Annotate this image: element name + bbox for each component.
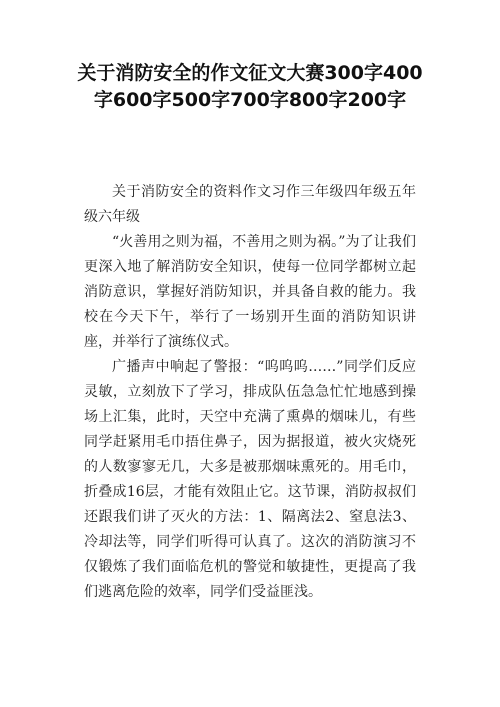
paragraph-subtitle: 关于消防安全的资料作文习作三年级四年级五年级六年级 [84, 184, 416, 225]
document-body [84, 180, 416, 605]
paragraph-drill: 广播声中响起了警报：“呜呜呜……”同学们反应灵敏，立刻放下了学习，排成队伍急急忙忙地感到操场上汇集，此时，天空中充满了熏鼻的烟味儿，有些同学赶紧用毛巾捂住鼻子，因为据报道，被火灾烧死的人数寥寥无几，大多是被那烟味熏死的。用毛巾，折叠成16层，才能有效阻止它。这节课，消防叔叔们还跟我们讲了灭火的方法：1、隔离法2、窒息法3、冷却法等，同学们听得可认真了。这次的消防演习不仅锻炼了我们面临危机的警觉和敏捷性，更提高了我们逃离危险的效率，同学们受益匪浅。 [84, 359, 416, 600]
paragraph-intro: “火善用之则为福，不善用之则为祸。”为了让我们更深入地了解消防安全知识，使每一位同学都树立起消防意识，掌握好消防知识，并具备自救的能力。我校在今天下午，举行了一场别开生面的消防知识讲座，并举行了演练仪式。 [84, 234, 416, 350]
document-title: 关于消防安全的作文征文大赛300字400字600字500字700字800字200字 [77, 62, 423, 111]
